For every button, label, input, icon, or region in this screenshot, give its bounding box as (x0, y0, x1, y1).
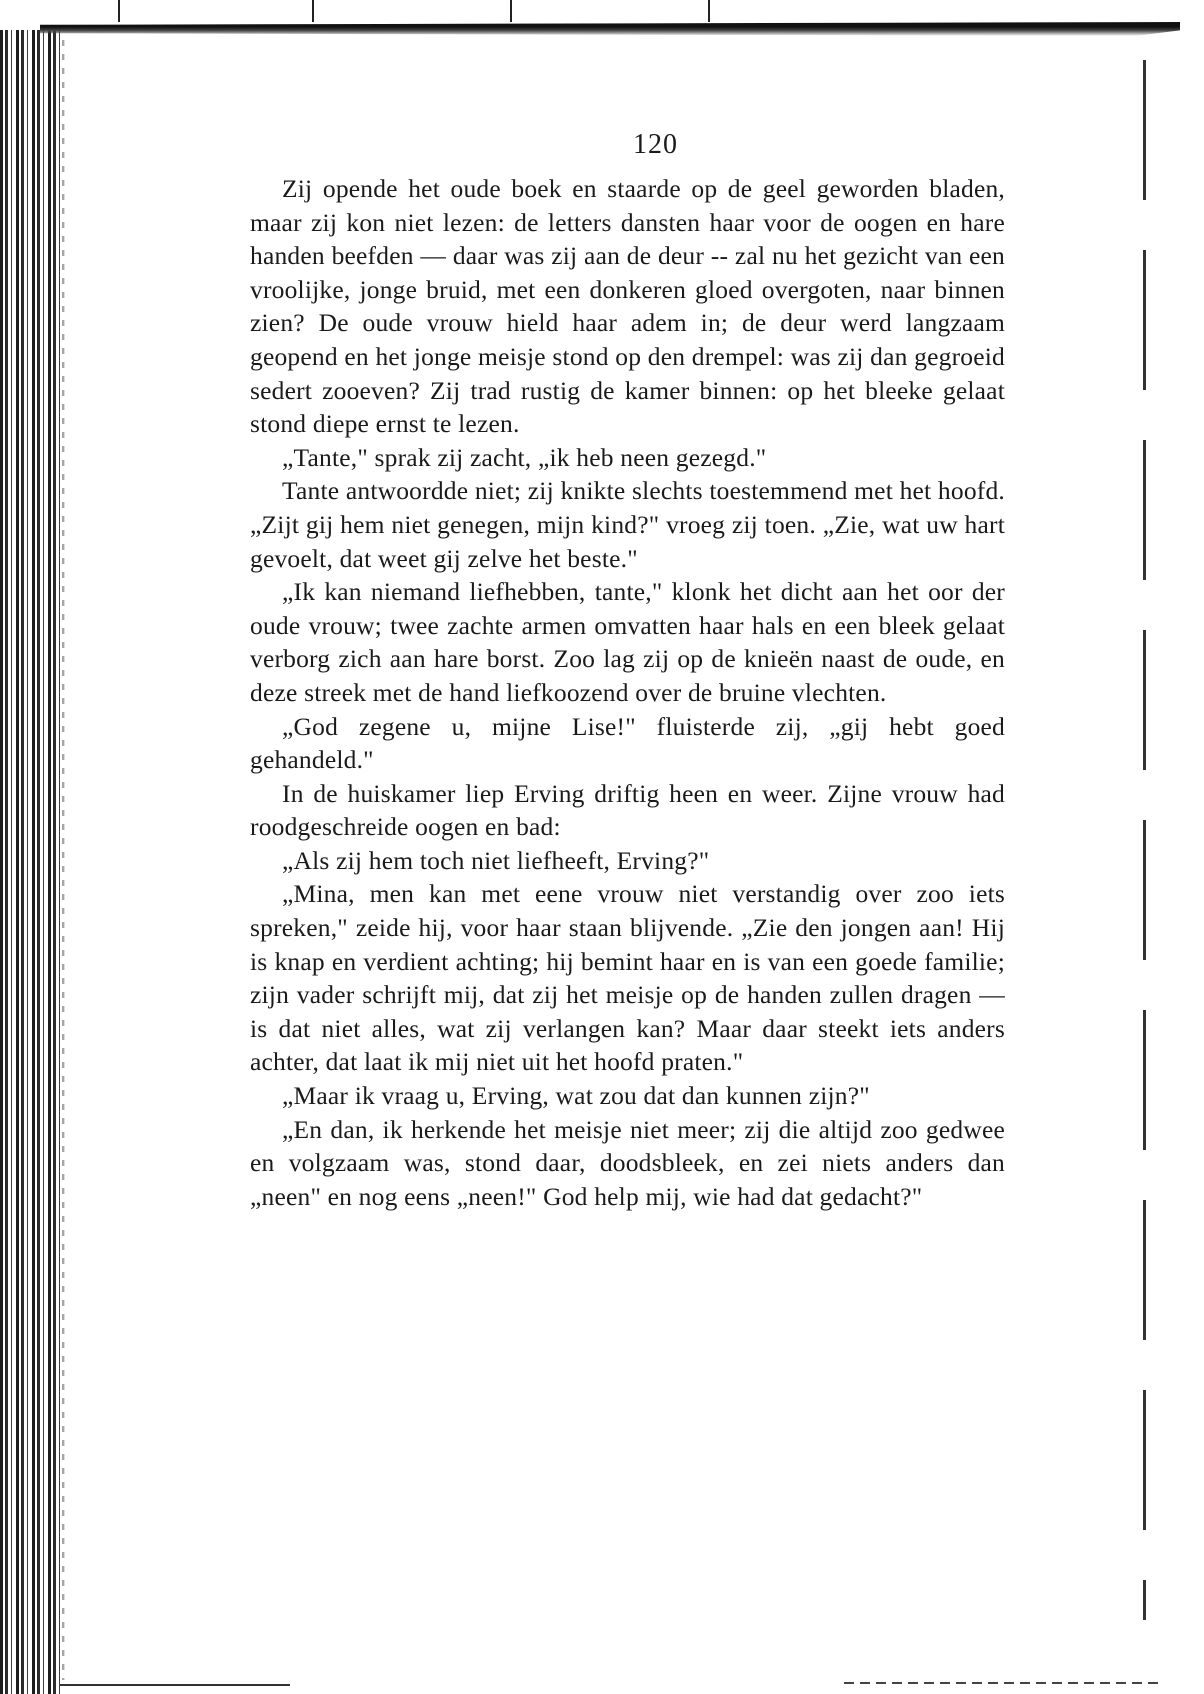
top-edge-mark (118, 0, 120, 22)
paragraph: In de huiskamer liep Erving driftig heen en weer. Zijne vrouw had roodgeschreide oogen en bad: (250, 778, 1005, 842)
book-binding-edge (0, 30, 62, 1694)
paragraph: „God zegene u, mijne Lise!" fluisterde zij, „gij hebt goed gehandeld." (250, 711, 1005, 775)
top-edge-mark (510, 0, 512, 22)
top-page-edge (40, 22, 1180, 36)
page-number: 120 (633, 129, 678, 160)
paragraph: „Maar ik vraag u, Erving, wat zou dat dan kunnen zijn?" (282, 1081, 870, 1111)
paragraph: Tante antwoordde niet; zij knikte slechts toestemmend met het hoofd. „Zijt gij hem niet genegen, mijn kind?" vroeg zij toen. „Zie, wat uw hart gevoelt, dat weet gij zelve het beste." (250, 476, 1005, 573)
paragraph: „Ik kan niemand liefhebben, tante," klonk het dicht aan het oor der oude vrouw; twee zachte armen omvatten haar hals en een bleek gelaat verborg zich aan hare borst. Zoo lag zij op de knieën naast de oude, en deze streek met de hand liefkoozend over de bruine vlechten. (250, 577, 1005, 707)
binding-shadow (62, 40, 92, 1680)
paragraph: Zij opende het oude boek en staarde op de geel geworden bladen, maar zij kon niet lezen: de letters dansten haar voor de oogen en hare handen beefden — daar was zij aan de deur -- zal nu het gezicht van een vroolijke, jonge bruid, met een donkeren gloed overgoten, naar binnen zien? De oude vrouw hield haar adem in; de deur werd langzaam geopend en het jonge meisje stond op den drempel: was zij dan gegroeid sedert zooeven? Zij trad rustig de kamer binnen: op het bleeke gelaat stond diepe ernst te lezen. (250, 174, 1005, 439)
paragraph: „En dan, ik herkende het meisje niet meer; zij die altijd zoo gedwee en volgzaam was, stond daar, doodsbleek, en zei niets anders dan „neen" en nog eens „neen!" God help mij, wie had dat gedacht?" (250, 1114, 1005, 1211)
top-edge-mark (708, 0, 710, 22)
bottom-page-edge-right (844, 1682, 1164, 1684)
paragraph: „Als zij hem toch niet liefheeft, Erving?" (282, 845, 710, 875)
right-page-edge (1143, 60, 1146, 1620)
top-edge-mark (312, 0, 314, 22)
paragraph: „Tante," sprak zij zacht, „ik heb neen gezegd." (282, 442, 767, 472)
paragraph: „Mina, men kan met eene vrouw niet verstandig over zoo iets spreken," zeide hij, voor haar staan blijvende. „Zie den jongen aan! Hij is knap en verdient achting; hij bemint haar en is van een goede familie; zijn vader schrijft mij, dat zij het meisje op de handen zullen dragen — is dat niet alles, wat zij verlangen kan? Maar daar steekt iets anders achter, dat laat ik mij niet uit het hoofd praten." (250, 879, 1005, 1077)
bottom-page-edge (60, 1684, 290, 1686)
page-text-block (250, 128, 1005, 1213)
